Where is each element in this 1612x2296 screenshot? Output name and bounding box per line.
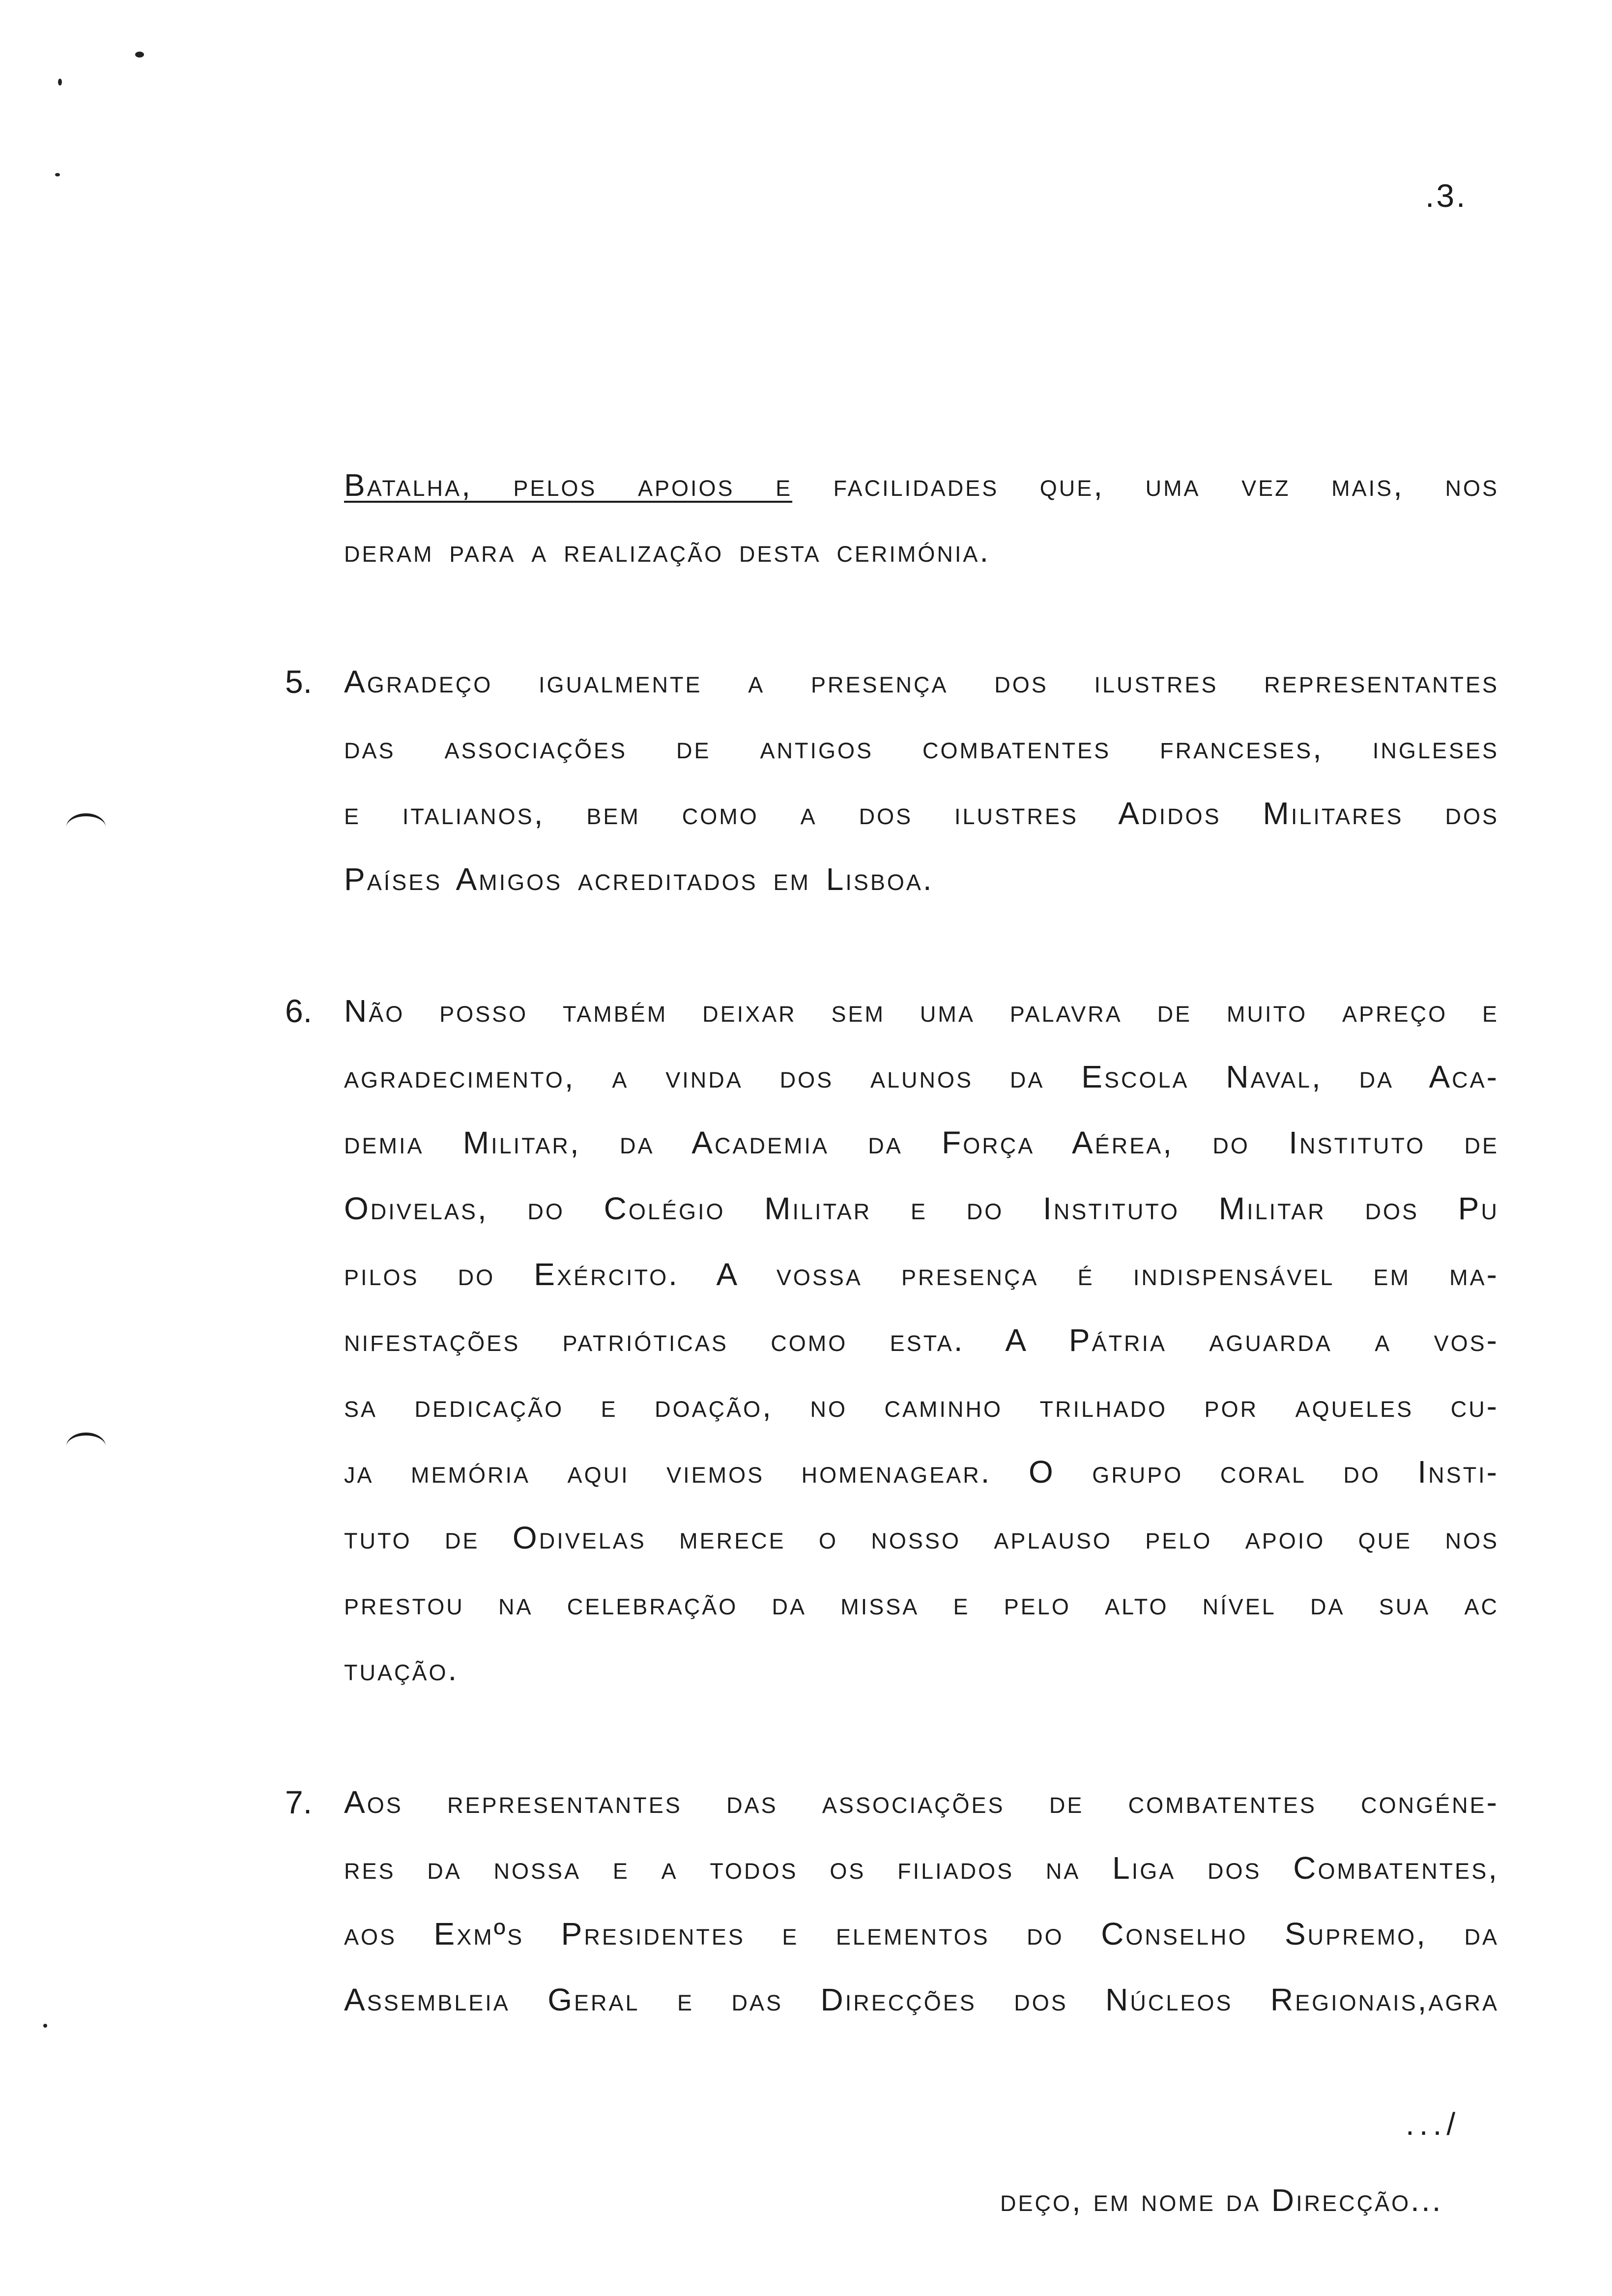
paragraph-continued — [344, 452, 1499, 584]
text-line: Países Amigos acreditados em Lisboa. — [344, 861, 934, 897]
text-line: pilos do Exército. A vossa presença é indispensável em ma- — [344, 1257, 1499, 1292]
text-line — [344, 452, 1499, 518]
paragraph-6 — [285, 978, 1499, 1702]
paragraph-5 — [285, 649, 1499, 912]
paragraph-number: 6. — [285, 993, 313, 1029]
line-text: deram para a realização desta cerimónia. — [344, 533, 991, 569]
page-number: .3. — [1425, 177, 1468, 214]
text-line: agradecimento, a vinda dos alunos da Escola Naval, da Aca- — [344, 1059, 1499, 1094]
text-line: demia Militar, da Academia da Força Aérea, do Instituto de — [344, 1125, 1499, 1160]
underlined-text: Batalha, pelos apoios e — [344, 467, 793, 503]
margin-arc-mark — [66, 813, 106, 841]
scan-speck — [58, 79, 62, 86]
text-line: Não posso também deixar sem uma palavra de muito apreço e — [344, 993, 1499, 1029]
text-line: tuto de Odivelas merece o nosso aplauso pelo apoio que nos — [344, 1520, 1499, 1555]
text-line: das associações de antigos combatentes franceses, ingleses — [344, 730, 1499, 765]
text-line: ja memória aqui viemos homenagear. O grupo coral do Insti- — [344, 1454, 1499, 1490]
text-line: e italianos, bem como a dos ilustres Adidos Militares dos — [344, 796, 1499, 831]
continuation-mark: .../ — [1406, 2106, 1461, 2142]
text-line: tuação. — [344, 1652, 459, 1687]
text-line: prestou na celebração da missa e pelo alto nível da sua ac — [344, 1586, 1499, 1621]
catchword: deço, em nome da Direcção... — [1000, 2182, 1443, 2218]
paragraph-number: 5. — [285, 663, 313, 700]
paragraph-number: 7. — [285, 1784, 313, 1820]
line-text: facilidades que, uma vez mais, nos — [792, 467, 1499, 503]
text-line — [344, 518, 1499, 584]
text-line: Assembleia Geral e das Direcções dos Núcleos Regionais,agra — [344, 1982, 1499, 2017]
text-line: Odivelas, do Colégio Militar e do Instituto Militar dos Pu — [344, 1191, 1499, 1226]
text-line: res da nossa e a todos os filiados na Liga dos Combatentes, — [344, 1850, 1499, 1886]
margin-arc-mark — [66, 1433, 106, 1460]
text-line: aos Exmºs Presidentes e elementos do Conselho Supremo, da — [344, 1916, 1499, 1952]
text-line: Aos representantes das associações de combatentes congéne- — [344, 1784, 1499, 1820]
text-line: sa dedicação e doação, no caminho trilhado por aqueles cu- — [344, 1388, 1499, 1424]
scan-speck — [43, 2024, 47, 2028]
paragraph-7 — [285, 1769, 1499, 2033]
text-line: nifestações patrióticas como esta. A Pátria aguarda a vos- — [344, 1322, 1499, 1358]
scan-speck — [55, 173, 60, 176]
text-line: Agradeço igualmente a presença dos ilustres representantes — [344, 664, 1499, 699]
scan-speck — [135, 52, 144, 57]
